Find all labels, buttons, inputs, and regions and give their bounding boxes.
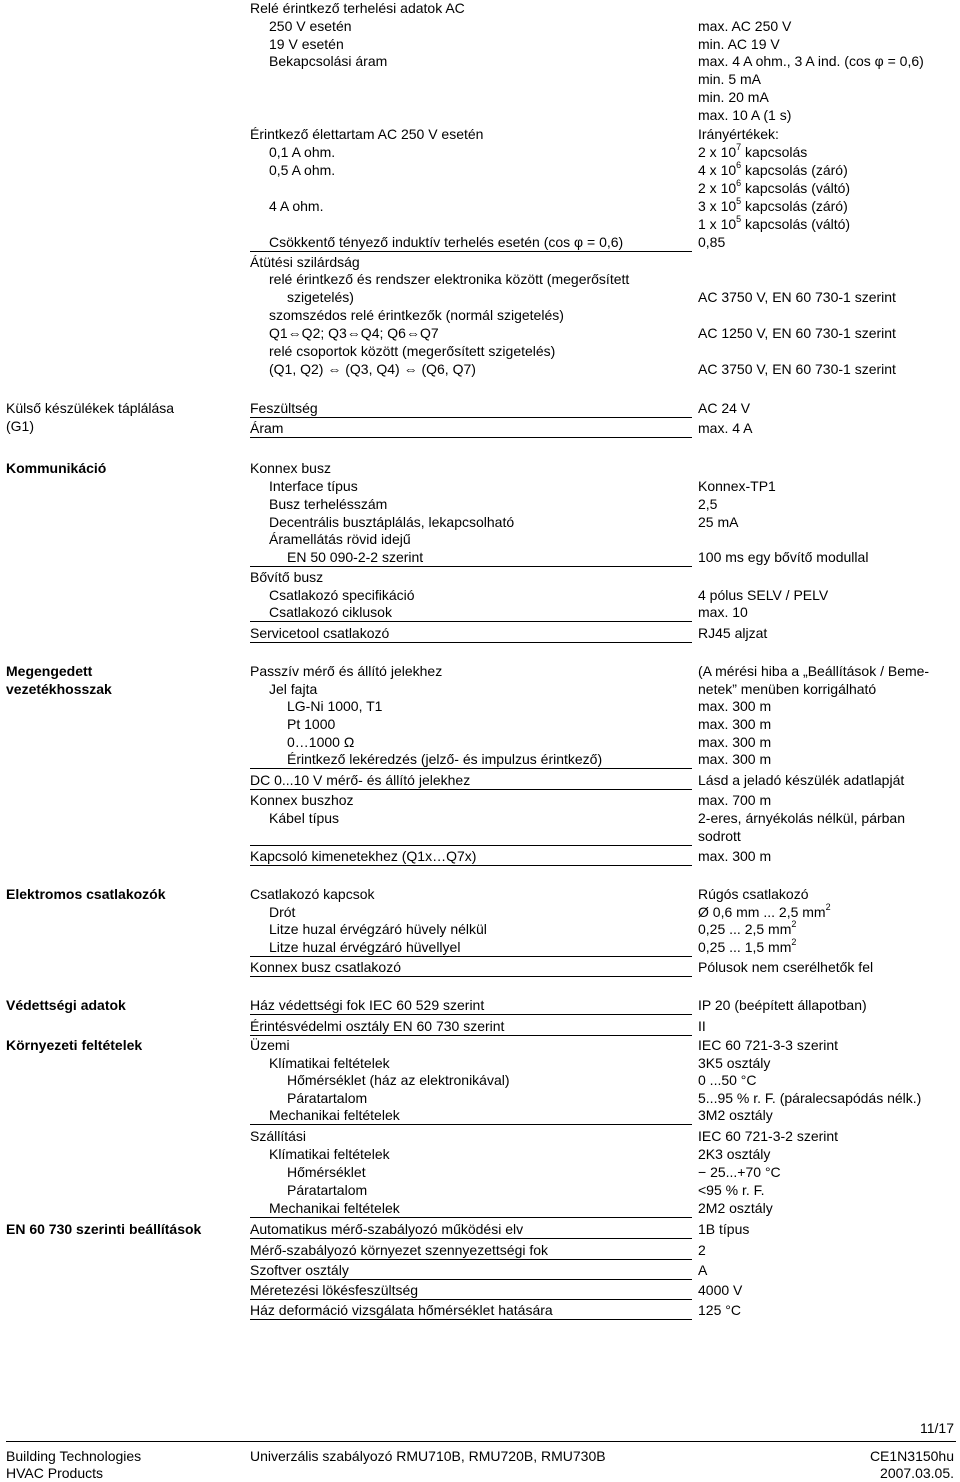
- divider: [250, 621, 692, 622]
- section-title: Megengedett: [6, 663, 93, 679]
- label: Szállítási: [250, 1128, 307, 1144]
- label: Páratartalom: [287, 1182, 368, 1198]
- label: Mechanikai feltételek: [269, 1200, 400, 1216]
- label: Klímatikai feltételek: [269, 1055, 390, 1071]
- footer-division: HVAC Products: [6, 1465, 103, 1481]
- divider: [250, 956, 692, 957]
- label: Feszültség: [250, 400, 318, 416]
- label: 0…1000 Ω: [287, 734, 355, 750]
- value: AC 1250 V, EN 60 730-1 szerint: [698, 325, 896, 341]
- label: szomszédos relé érintkezők (normál szigetelés): [269, 307, 564, 323]
- label: LG-Ni 1000, T1: [287, 698, 383, 714]
- label: Ház védettségi fok IEC 60 529 szerint: [250, 997, 485, 1013]
- label: Konnex buszhoz: [250, 792, 354, 808]
- section-title: Környezeti feltételek: [6, 1037, 143, 1053]
- value: max. 10: [698, 604, 748, 620]
- label: Jel fajta: [269, 681, 318, 697]
- divider: [250, 642, 692, 643]
- label: Hőmérséklet (ház az elektronikával): [287, 1072, 510, 1088]
- value: Pólusok nem cserélhetők fel: [698, 959, 874, 975]
- label: Csökkentő tényező induktív terhelés esetén (cos φ = 0,6): [269, 234, 624, 250]
- label: Szoftver osztály: [250, 1262, 349, 1278]
- label: Csatlakozó specifikáció: [269, 587, 415, 603]
- value: IP 20 (beépített állapotban): [698, 997, 867, 1013]
- label: Interface típus: [269, 478, 358, 494]
- value: IEC 60 721-3-3 szerint: [698, 1037, 839, 1053]
- value: max. 300 m: [698, 848, 772, 864]
- divider: [250, 417, 692, 418]
- value: 2,5: [698, 496, 718, 512]
- value: 4000 V: [698, 1282, 743, 1298]
- value: 2: [698, 1242, 706, 1258]
- label: relé érintkező és rendszer elektronika között (megerősített: [269, 271, 630, 287]
- label: Áramellátás rövid idejű: [269, 531, 411, 547]
- footer-rule: [6, 1441, 956, 1442]
- section-title: Védettségi adatok: [6, 997, 126, 1013]
- section-title: EN 60 730 szerinti beállítások: [6, 1221, 202, 1237]
- label: 19 V esetén: [269, 36, 344, 52]
- value: max. 300 m: [698, 716, 772, 732]
- value: 0,25 ... 2,5 $mm^2$: [698, 919, 797, 937]
- label: (Q1, Q2) ⇔ (Q3, Q4) ⇔ (Q6, Q7): [269, 361, 476, 377]
- value: 0,25 ... 1,5 $mm^2$: [698, 937, 797, 955]
- value: sodrott: [698, 828, 741, 844]
- value: Rúgós csatlakozó: [698, 886, 809, 902]
- relay-heading: Relé érintkező terhelési adatok AC: [250, 0, 465, 16]
- value: Irányértékek:: [698, 126, 779, 142]
- label: Érintkező élettartam AC 250 V esetén: [250, 126, 484, 142]
- label: Litze huzal érvégzáró hüvely nélkül: [269, 921, 487, 937]
- label: Drót: [269, 904, 296, 920]
- divider: [250, 1259, 692, 1260]
- value: IEC 60 721-3-2 szerint: [698, 1128, 839, 1144]
- divider: [250, 845, 692, 846]
- label: Hőmérséklet: [287, 1164, 366, 1180]
- label: 4 A ohm.: [269, 198, 324, 214]
- value: 3 x $10^5$ kapcsolás (záró): [698, 196, 848, 214]
- label: 250 V esetén: [269, 18, 352, 34]
- value: 2 x $10^6$ kapcsolás (váltó): [698, 178, 851, 196]
- divider: [250, 566, 692, 567]
- value: min. 20 mA: [698, 89, 769, 105]
- label: Bekapcsolási áram: [269, 53, 388, 69]
- label: Páratartalom: [287, 1090, 368, 1106]
- value: netek” menüben korrigálható: [698, 681, 877, 697]
- value: max. 300 m: [698, 734, 772, 750]
- page-number: 11/17: [920, 1420, 954, 1436]
- divider: [250, 251, 692, 252]
- value: A: [698, 1262, 708, 1278]
- value: Lásd a jeladó készülék adatlapját: [698, 772, 905, 788]
- label: Csatlakozó ciklusok: [269, 604, 392, 620]
- label: relé csoportok között (megerősített szigetelés): [269, 343, 556, 359]
- section-title: Kommunikáció: [6, 460, 107, 476]
- label: 0,1 A ohm.: [269, 144, 336, 160]
- footer-doc-number: CE1N3150hu: [869, 1448, 954, 1464]
- divider: [250, 1035, 692, 1036]
- value: min. 5 mA: [698, 71, 762, 87]
- section-title: (G1): [6, 418, 34, 434]
- label: EN 50 090-2-2 szerint: [287, 549, 424, 565]
- value: 2 x $10^7$ kapcsolás: [698, 142, 808, 160]
- label: szigetelés): [287, 289, 354, 305]
- label: Litze huzal érvégzáró hüvellyel: [269, 939, 461, 955]
- value: AC 3750 V, EN 60 730-1 szerint: [698, 289, 896, 305]
- value: AC 24 V: [698, 400, 751, 416]
- label: Decentrális busztáplálás, lekapcsolható: [269, 514, 515, 530]
- value: 1B típus: [698, 1221, 750, 1237]
- divider: [250, 789, 692, 790]
- footer-date: 2007.03.05.: [880, 1465, 954, 1481]
- value: 125 °C: [698, 1302, 741, 1318]
- value: 100 ms egy bővítő modullal: [698, 549, 869, 565]
- label: Kábel típus: [269, 810, 340, 826]
- value: AC 3750 V, EN 60 730-1 szerint: [698, 361, 896, 377]
- divider: [250, 1279, 692, 1280]
- label: 0,5 A ohm.: [269, 162, 336, 178]
- divider: [250, 1217, 692, 1218]
- label: Klímatikai feltételek: [269, 1146, 390, 1162]
- label: DC 0...10 V mérő- és állító jelekhez: [250, 772, 471, 788]
- divider: [250, 1238, 692, 1239]
- section-title: Külső készülékek táplálása: [6, 400, 175, 416]
- value: max. AC 250 V: [698, 18, 792, 34]
- value: <95 % r. F.: [698, 1182, 765, 1198]
- value: 0,85: [698, 234, 726, 250]
- value: Konnex-TP1: [698, 478, 776, 494]
- value: 4 x $10^6$ kapcsolás (záró): [698, 160, 848, 178]
- divider: [250, 865, 692, 866]
- label: Érintésvédelmi osztály EN 60 730 szerint: [250, 1018, 505, 1034]
- label: Konnex busz csatlakozó: [250, 959, 401, 975]
- value: max. 700 m: [698, 792, 772, 808]
- value: 4 pólus SELV / PELV: [698, 587, 829, 603]
- label: Áram: [250, 420, 284, 436]
- footer-doc-title: Univerzális szabályozó RMU710B, RMU720B, RMU730B: [250, 1448, 606, 1464]
- value: min. AC 19 V: [698, 36, 780, 52]
- value: 3M2 osztály: [698, 1107, 773, 1123]
- value: max. 4 A: [698, 420, 753, 436]
- label: Kapcsoló kimenetekhez (Q1x…Q7x): [250, 848, 477, 864]
- value: 2K3 osztály: [698, 1146, 771, 1162]
- label: Konnex busz: [250, 460, 331, 476]
- value: max. 300 m: [698, 751, 772, 767]
- label: Pt 1000: [287, 716, 336, 732]
- value: Ø 0,6 mm ... 2,5 $mm^2$: [698, 902, 831, 920]
- value: 2-eres, árnyékolás nélkül, párban: [698, 810, 906, 826]
- value: (A mérési hiba a „Beállítások / Beme-: [698, 663, 930, 679]
- label: Csatlakozó kapcsok: [250, 886, 375, 902]
- label: Mérő-szabályozó környezet szennyezettségi fok: [250, 1242, 549, 1258]
- label: Érintkező lekéredzés (jelző- és impulzus érintkező): [287, 751, 603, 767]
- value: 2M2 osztály: [698, 1200, 773, 1216]
- label: Busz terhelésszám: [269, 496, 388, 512]
- value: max. 10 A (1 s): [698, 107, 792, 123]
- section-title: Elektromos csatlakozók: [6, 886, 166, 902]
- value: 5...95 % r. F. (páralecsapódás nélk.): [698, 1090, 922, 1106]
- label: Passzív mérő és állító jelekhez: [250, 663, 443, 679]
- value: max. 300 m: [698, 698, 772, 714]
- divider: [250, 1299, 692, 1300]
- label: Üzemi: [250, 1037, 290, 1053]
- label: Bővítő busz: [250, 569, 324, 585]
- section-title: vezetékhosszak: [6, 681, 112, 697]
- label: Automatikus mérő-szabályozó működési elv: [250, 1221, 524, 1237]
- value: 25 mA: [698, 514, 739, 530]
- value: max. 4 A ohm., 3 A ind. (cos φ = 0,6): [698, 53, 924, 69]
- label: Servicetool csatlakozó: [250, 625, 390, 641]
- divider: [250, 437, 692, 438]
- divider: [250, 1124, 692, 1125]
- divider: [250, 1319, 692, 1320]
- value: RJ45 aljzat: [698, 625, 768, 641]
- label: Ház deformáció vizsgálata hőmérséklet hatására: [250, 1302, 553, 1318]
- divider: [250, 976, 692, 977]
- divider: [250, 768, 692, 769]
- value: 1 x $10^5$ kapcsolás (váltó): [698, 214, 851, 232]
- label: Méretezési lökésfeszültség: [250, 1282, 419, 1298]
- value: − 25...+70 °C: [698, 1164, 781, 1180]
- label: Átütési szilárdság: [250, 254, 360, 270]
- value: 3K5 osztály: [698, 1055, 771, 1071]
- value: 0 ...50 °C: [698, 1072, 757, 1088]
- divider: [250, 1014, 692, 1015]
- value: II: [698, 1018, 706, 1034]
- label: Q1⇔Q2; Q3⇔Q4; Q6⇔Q7: [269, 325, 439, 341]
- footer-company: Building Technologies: [6, 1448, 142, 1464]
- label: Mechanikai feltételek: [269, 1107, 400, 1123]
